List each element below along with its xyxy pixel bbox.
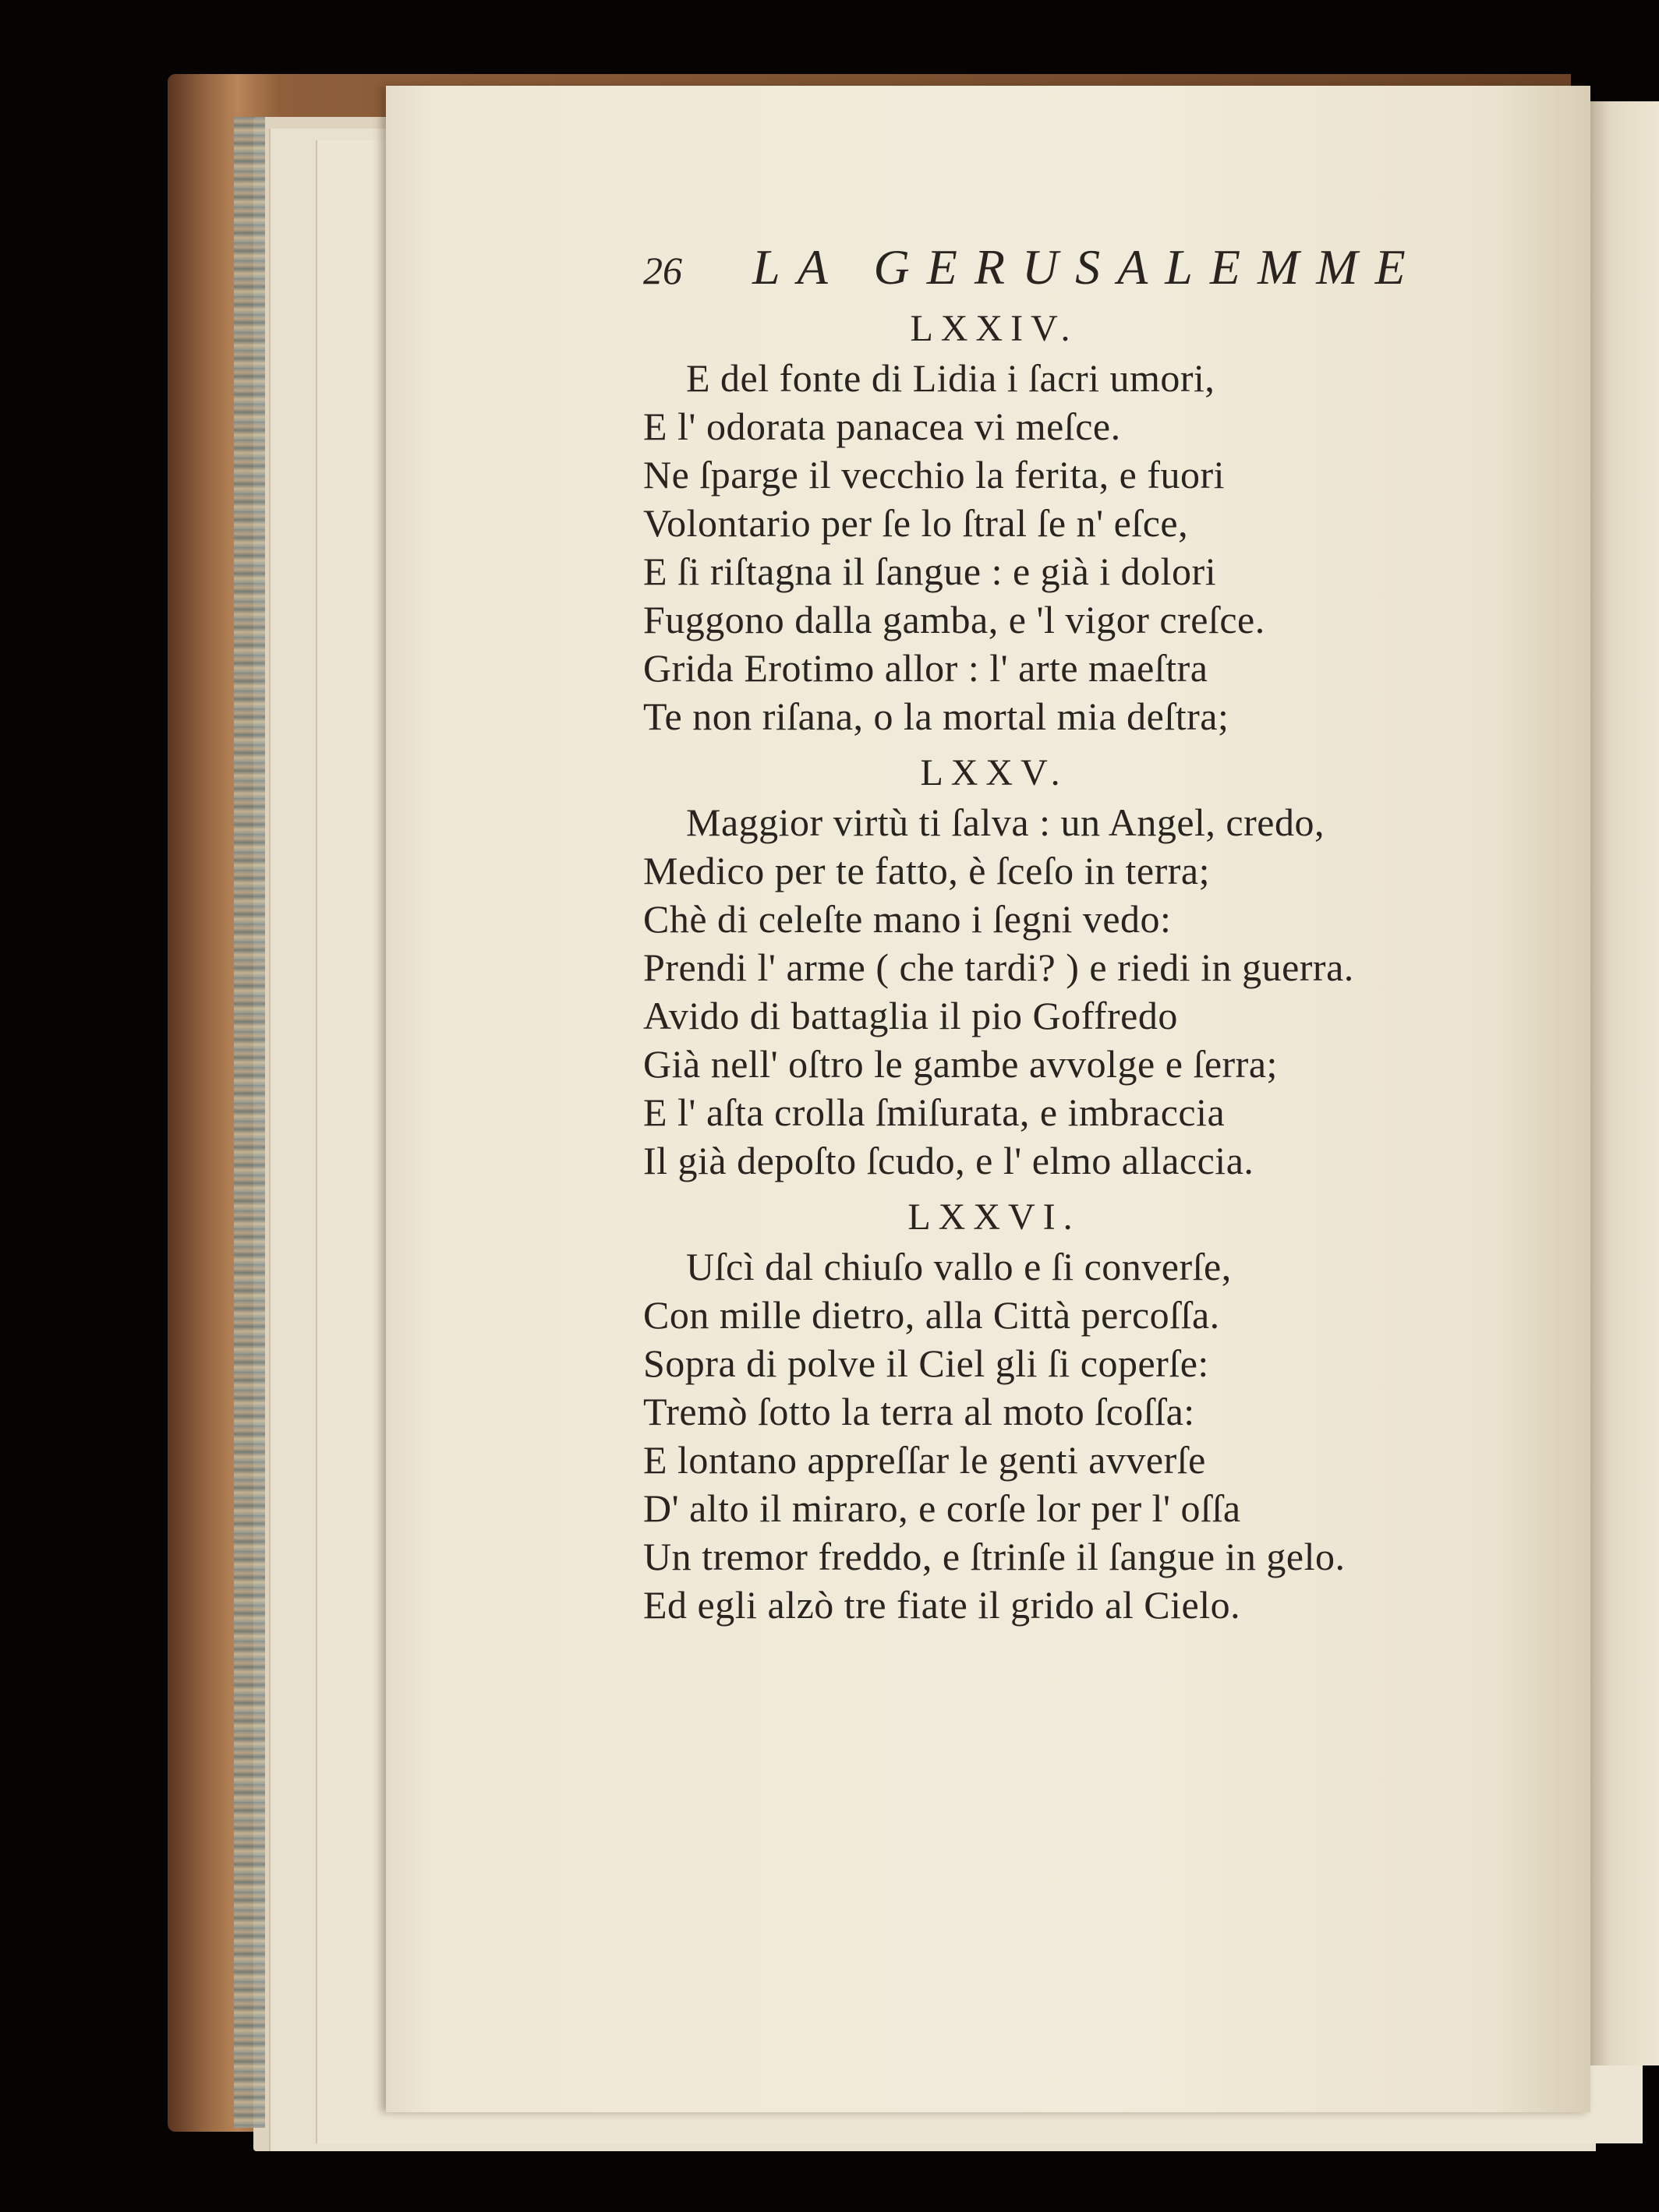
verse-line: Uſcì dal chiuſo vallo e ſi converſe, [686,1245,1232,1288]
running-head [643,234,1579,304]
verse-line: Ed egli alzò tre fiate il grido al Cielo. [643,1583,1241,1627]
verse-line: Medico per te fatto, è ſceſo in terra; [643,849,1211,892]
marbled-page-edges [234,117,265,2128]
verse-line: Avido di battaglia il pio Goffredo [643,994,1178,1037]
verse-line: E del fonte di Lidia i ſacri umori, [686,356,1215,400]
running-title: LA GERUSALEMME [752,239,1423,295]
verse-line: D' alto il miraro, e corſe lor per l' oſſa [643,1486,1241,1530]
verse-line: Sopra di polve il Ciel gli ſi coperſe: [643,1341,1209,1385]
verse-line: Volontario per ſe lo ſtral ſe n' eſce, [643,501,1189,545]
verse-line: Un tremor freddo, e ſtrinſe il ſangue in gelo. [643,1535,1346,1578]
verse-line: Fuggono dalla gamba, e 'l vigor creſce. [643,598,1265,641]
verse-line: Ne ſparge il vecchio la ferita, e fuori [643,453,1226,496]
page-content [643,234,1579,1629]
stanza [643,304,1579,740]
stanza-number: LXXVI. [907,1196,1081,1238]
verse-line: Già nell' oſtro le gambe avvolge e ſerra; [643,1042,1278,1086]
verse-line: Chè di celeſte mano i ſegni vedo: [643,897,1172,941]
facing-page-edge [1590,101,1659,2065]
stanza-number: LXXIV. [910,308,1078,349]
verse-line: E l' odorata panacea vi meſce. [643,405,1121,448]
verse-line: Grida Erotimo allor : l' arte maeſtra [643,646,1208,690]
verse-line: Prendi l' arme ( che tardi? ) e riedi in guerra. [643,945,1354,989]
verse-line: Con mille dietro, alla Città percoſſa. [643,1293,1220,1337]
verse-line: E lontano appreſſar le genti avverſe [643,1438,1206,1482]
book-page [386,86,1590,2112]
page-number: 26 [643,249,682,292]
verse-line: E l' aſta crolla ſmiſurata, e imbraccia [643,1090,1226,1134]
stanza [643,748,1579,1185]
verse-line: Tremò ſotto la terra al moto ſcoſſa: [643,1390,1195,1433]
stanza-number: LXXV. [920,752,1068,793]
verse-line: Te non riſana, o la mortal mia deſtra; [643,694,1229,738]
verse-line: Maggior virtù ti ſalva : un Angel, credo, [686,800,1325,844]
verse-line: Il già depoſto ſcudo, e l' elmo allaccia. [643,1139,1254,1182]
verse-line: E ſi riſtagna il ſangue : e già i dolori [643,549,1217,593]
stanza [643,1193,1579,1629]
